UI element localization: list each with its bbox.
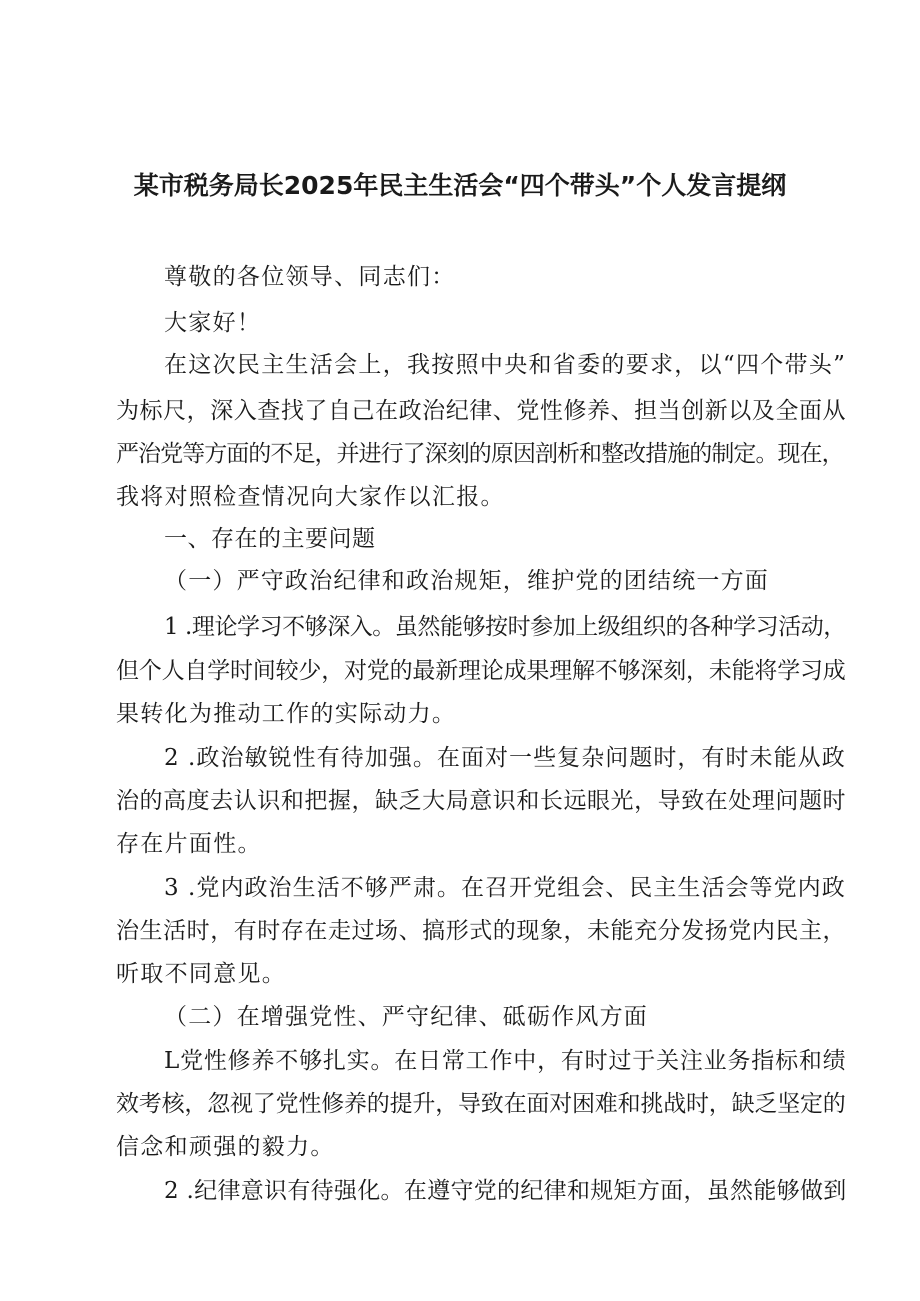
- paragraph-line: 存在片面性。: [116, 831, 262, 857]
- intro-line: 严治党等方面的不足，并进行了深刻的原因剖析和整改措施的制定。现在，: [116, 441, 844, 467]
- subsection-heading: （一）严守政治纪律和政治规矩，维护党的团结统一方面: [164, 568, 769, 594]
- paragraph-line: 信念和顽强的毅力。: [116, 1134, 335, 1160]
- subsection-heading: （二）在增强党性、严守纪律、砥砺作风方面: [164, 1004, 648, 1030]
- paragraph-line: 治的高度去认识和把握，缺乏大局意识和长远眼光，导致在处理问题时: [116, 788, 847, 814]
- salutation: 尊敬的各位领导、同志们：: [164, 264, 456, 290]
- paragraph-line: 但个人自学时间较少，对党的最新理论成果理解不够深刻，未能将学习成: [116, 658, 846, 684]
- paragraph-line: 听取不同意见。: [116, 961, 287, 987]
- paragraph-line: L党性修养不够扎实。在日常工作中，有时过于关注业务指标和绩: [164, 1048, 847, 1074]
- document-title: 某市税务局长2025年民主生活会“四个带头”个人发言提纲: [133, 171, 787, 200]
- intro-line: 为标尺，深入查找了自己在政治纪律、党性修养、担当创新以及全面从: [116, 398, 847, 424]
- intro-line: 我将对照检查情况向大家作以汇报。: [116, 484, 505, 510]
- paragraph-line: 治生活时，有时存在走过场、搞形式的现象，未能充分发扬党内民主，: [116, 918, 847, 944]
- greeting: 大家好！: [164, 310, 262, 336]
- paragraph-line: 1 .理论学习不够深入。虽然能够按时参加上级组织的各种学习活动，: [164, 614, 846, 640]
- paragraph-line: 3 .党内政治生活不够严肃。在召开党组会、民主生活会等党内政: [164, 875, 846, 901]
- paragraph-line: 2 .政治敏锐性有待加强。在面对一些复杂问题时，有时未能从政: [164, 745, 846, 771]
- intro-line: 在这次民主生活会上，我按照中央和省委的要求，以“四个带头”: [164, 352, 847, 378]
- paragraph-line: 效考核，忽视了党性修养的提升，导致在面对困难和挑战时，缺乏坚定的: [116, 1091, 846, 1117]
- section-heading: 一、存在的主要问题: [164, 526, 376, 552]
- paragraph-line: 2 .纪律意识有待强化。在遵守党的纪律和规矩方面，虽然能够做到: [164, 1178, 847, 1204]
- paragraph-line: 果转化为推动工作的实际动力。: [116, 701, 457, 727]
